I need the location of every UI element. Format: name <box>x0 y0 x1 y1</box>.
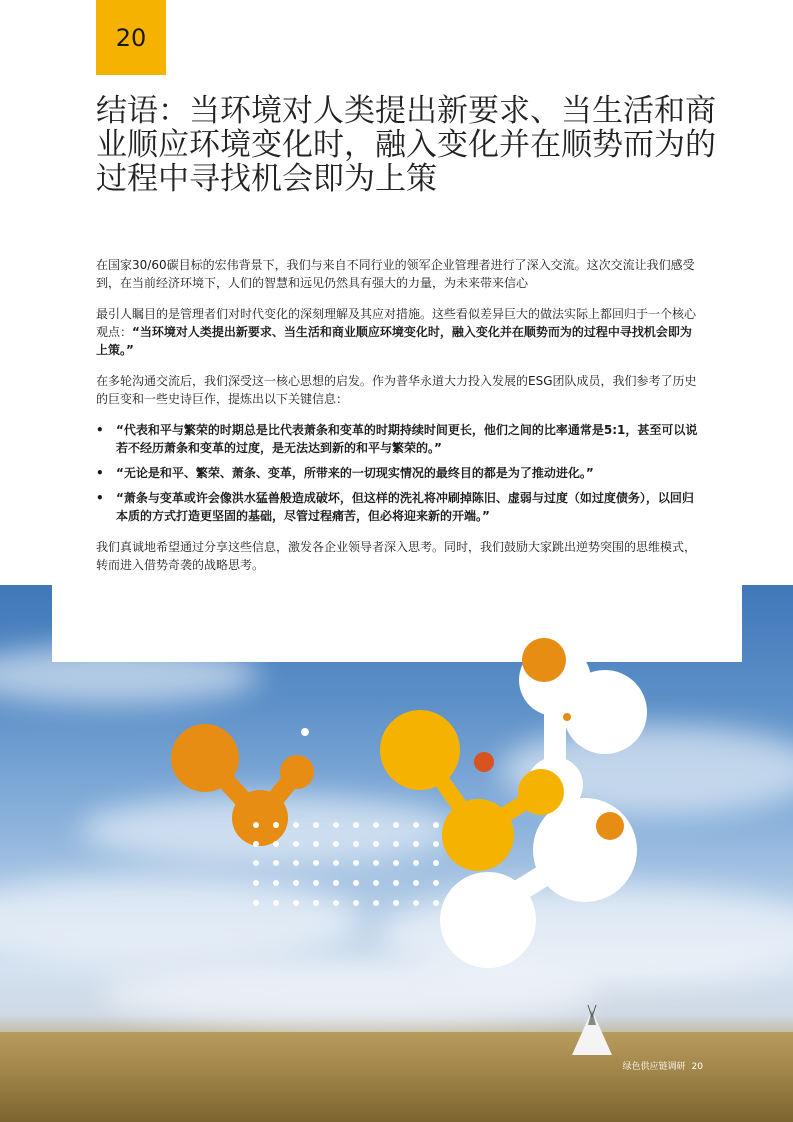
molecule-graphic <box>0 585 793 1122</box>
page-number-tab <box>96 0 166 75</box>
list-item: • “代表和平与繁荣的时期总是比代表萧条和变革的时期持续时间更长，他们之间的比率通常是5:1，甚至可以说若不经历萧条和变革的过度，是无法达到新的和平与繁荣的。” <box>96 423 698 455</box>
paragraph-4: 我们真诚地希望通过分享这些信息，激发各企业领导者深入思考。同时，我们鼓励大家跳出逆势突围的思维模式，转而进入借势奇袭的战略思考。 <box>96 540 697 572</box>
paragraph-1: 在国家30/60碳目标的宏伟背景下，我们与来自不同行业的领军企业管理者进行了深入交流。这次交流让我们感受到，在当前经济环境下，人们的智慧和远见仍然具有强大的力量，为未来带来信心 <box>96 258 695 290</box>
paragraph-3: 在多轮沟通交流后，我们深受这一核心思想的启发。作为普华永道大力投入发展的ESG团队成员，我们参考了历史的巨变和一些史诗巨作，提炼出以下关键信息： <box>96 374 697 406</box>
bullet-icon: • <box>96 466 104 480</box>
footer-label: 绿色供应链调研 <box>622 1062 686 1072</box>
list-item: • “无论是和平、繁荣、萧条、变革，所带来的一切现实情况的最终目的都是为了推动进化。” <box>96 466 594 480</box>
footer-page-number: 20 <box>691 1062 703 1072</box>
paragraph-2 <box>96 305 701 359</box>
bullet-icon: • <box>96 491 104 505</box>
orange-molecule <box>171 724 314 846</box>
key-points-list <box>96 421 701 525</box>
page-footer <box>617 1059 703 1072</box>
red-dot <box>474 752 494 772</box>
tipi-tent <box>572 1005 612 1055</box>
paragraph-2-intro: 最引人瞩目的是管理者们对时代变化的深刻理解及其应对措施。这些看似差异巨大的做法实际上都回归于一个核心观点： <box>96 307 697 339</box>
body-content <box>96 256 701 587</box>
page-number: 20 <box>115 23 147 52</box>
paragraph-2-quote: “当环境对人类提出新要求、当生活和商业顺应环境变化时，融入变化并在顺势而为的过程中寻找机会即为上策。” <box>96 325 692 357</box>
bullet-icon: • <box>96 423 104 437</box>
page-title: 结语：当环境对人类提出新要求、当生活和商业顺应环境变化时，融入变化并在顺势而为的过程中寻找机会即为上策 <box>96 93 716 197</box>
list-item: • “萧条与变革或许会像洪水猛兽般造成破坏，但这样的洗礼将冲刷掉陈旧、虚弱与过度（如过度债务），以回归本质的方式打造更坚固的基础，尽管过程痛苦，但必将迎来新的开端。” <box>96 491 694 523</box>
